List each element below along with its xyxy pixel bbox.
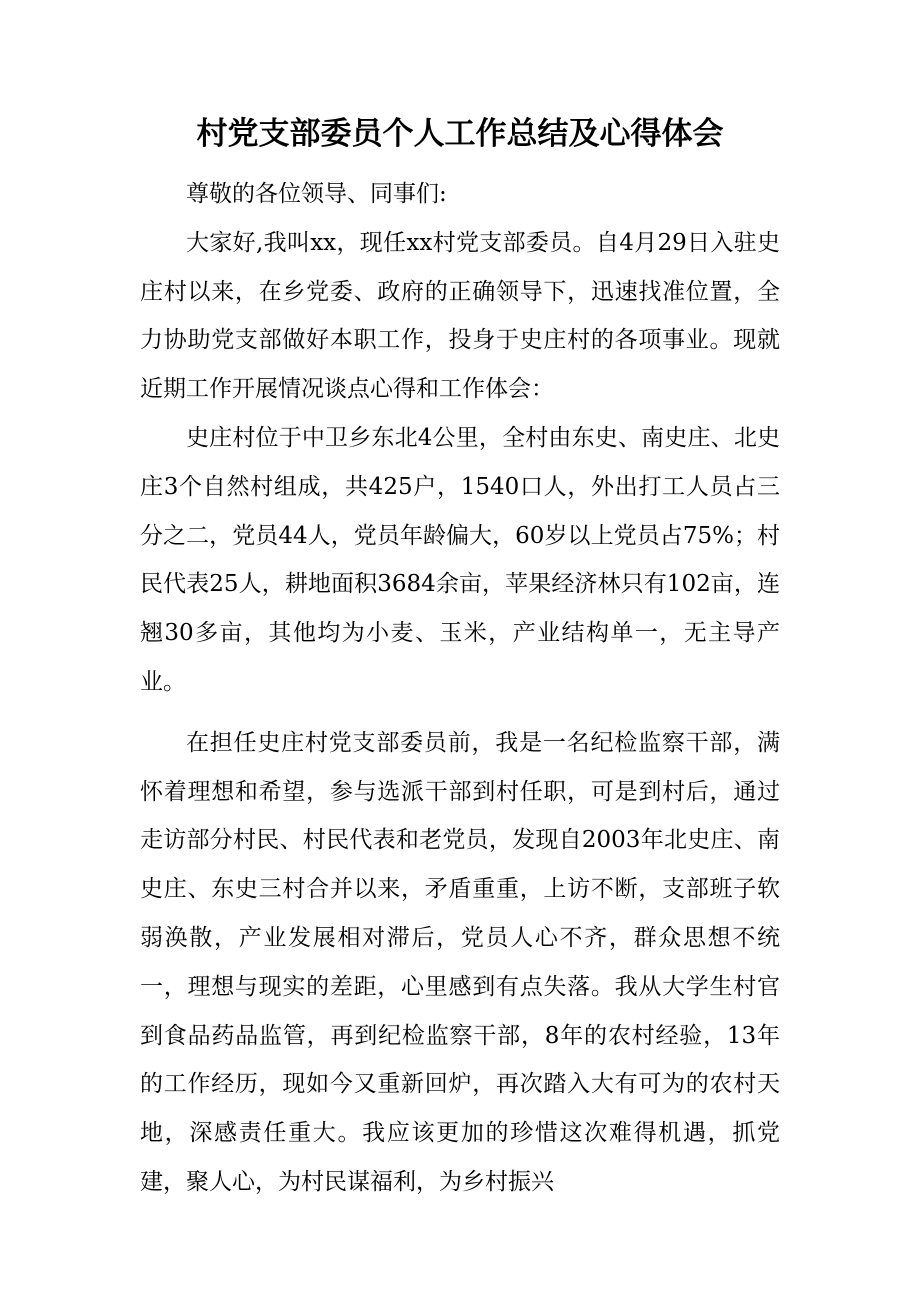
- document-title: 村党支部委员个人工作总结及心得体会: [196, 116, 724, 152]
- intro-paragraph: 大家好,我叫xx，现任xx村党支部委员。自4月29日入驻史庄村以来，在乡党委、政府的正确领导下，迅速找准位置，全力协助党支部做好本职工作，投身于史庄村的各项事业。现就近期工作开展情况谈点心得和工作体会：: [140, 229, 780, 403]
- reflection-paragraph: 在担任史庄村党支部委员前，我是一名纪检监察干部，满怀着理想和希望，参与选派干部到村任职，可是到村后，通过走访部分村民、村民代表和老党员，发现自2003年北史庄、南史庄、东史三村合并以来，矛盾重重，上访不断，支部班子软弱涣散，产业发展相对滞后，党员人心不齐，群众思想不统一，理想与现实的差距，心里感到有点失落。我从大学生村官到食品药品监管，再到纪检监察干部，8年的农村经验，13年的工作经历，现如今又重新回炉，再次踏入大有可为的农村天地，深感责任重大。我应该更加的珍惜这次难得机遇，抓党建，聚人心，为村民谋福利，为乡村振兴: [140, 729, 780, 1195]
- document-body: [140, 170, 780, 1207]
- village-profile-paragraph: 史庄村位于中卫乡东北4公里，全村由东史、南史庄、北史庄3个自然村组成，共425户，1540口人，外出打工人员占三分之二，党员44人，党员年龄偏大，60岁以上党员占75%；村民代表25人，耕地面积3684余亩，苹果经济林只有102亩，连翘30多亩，其他均为小麦、玉米，产业结构单一，无主导产业。: [140, 424, 780, 695]
- greeting-paragraph: 尊敬的各位领导、同事们:: [186, 181, 447, 207]
